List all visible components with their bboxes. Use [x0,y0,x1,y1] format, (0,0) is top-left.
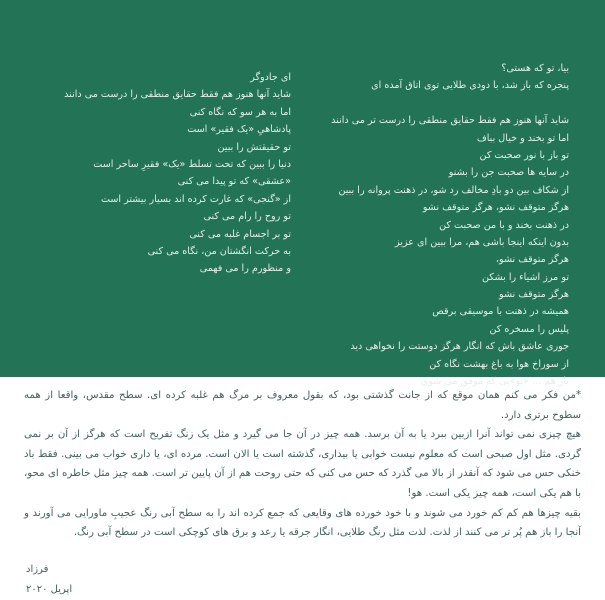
poem-line: پادشاهیِ «یک فقیر» است [187,124,291,136]
poem-line: بدون اینکه اینجا باشی هم، مرا ببین ای عزیز [395,236,569,248]
poem-line: هرگز متوقف نشو، [495,254,569,266]
poem-line: تو روح را رام می کنی [203,211,291,223]
poem-line: و منظورم را می فهمی [199,263,291,275]
poem-line: دنیا را ببین که تحت تسلط «یک» فقیرِ ساحر است [93,158,291,170]
poem-line: در ذهنت بخند و با من صحبت کن [439,219,569,231]
poem-line: از «گنجی» که غارت کرده اند بسیار بیشتر است [100,193,291,205]
poem-line: شاید آنها هنوز هم فقط حقایق منطقی را درست تر می دانند [331,115,569,127]
poem-line: باز هم ... «تو»یی که موفق می شوی [420,376,569,388]
poem-line: بیا، تو که هستی؟ [501,63,569,74]
poem-line: پنجره که باز شد، با دودی طلایی توی اتاق آمده ای [371,80,569,92]
poem-line: تو باز با نور صحبت کن [479,149,569,161]
poem-line: از شکاف بین دو بادِ مخالف رد شو، در ذهنت پروانه را ببین [338,184,569,196]
poem-line: شاید آنها هنوز هم فقط حقایق منطقی را درست می دانند [64,89,291,101]
poem-line: پلیس را مسخره کن [489,323,569,335]
poem-left-column [64,69,291,278]
poem-line: به حرکت انگشتان من، نگاه می کنی [147,245,291,257]
poem-line: تو حقیقتش را ببین [217,141,291,153]
poem-line: ای جادوگر [250,72,291,83]
note-paragraph: بقیه چیزها هم کم کم خورد می شوند و با خود خورده های وقایعی که جمع کرده اند را به سطح آبی رنگ عجیبِ ماورایی می آورند و آنجا را باز هم پُر تر می کنند از لذت. لذت مثل رنگ طلایی، انگار جرقه یا رعد و برق های کوچکی است در سطح آبی رنگ. [24,507,581,539]
poem-line: جوری عاشق باش که انگار هرگز دوستت را نخواهی دید [350,341,569,353]
poem-line: هرگز متوقف نشو [498,289,569,301]
poem-right-column [331,60,569,390]
author-note [24,386,581,543]
author-name: فرزاد [26,564,49,575]
note-paragraph: هیچ چیزی نمی تواند آنرا ازبین ببرد یا به آن برسد. همه چیز در آن جا می گیرد و مثل یک زنگ تفریح است که هرگز از آن بر نمی گردی. مثل اول صبحی است که معلوم نیست خوابی یا بیداری، گذشته است یا الان است. مرده ای، یا داری خواب می بینی. فقط باد خنکی حس می شود که آنقدر از بالا می گذرد که حس می کنی که حتی روحت هم از آن پایین تر است. همه چیز مثل خاطره ای محو، با هم یکی است، همه چیز یکی است. هو! [24,429,581,499]
poem-line: تو مرز اشیاء را بشکن [481,271,569,283]
poem-line: «عشقی» که تو پیدا می کنی [177,176,291,188]
stanza-break [331,95,569,112]
poem-line: اما به هر سو که نگاه کنی [189,106,291,118]
note-paragraph: *من فکر می کنم همان موقع که از جانت گذشتی بود، که بقول معروف بر مرگ هم غلبه کرده ای. سطح مقدس، واقعا از همه سطوح برتری دارد. [24,390,581,421]
date-label: اپریل ۲۰۲۰ [26,584,73,595]
poem-line: همیشه در ذهنت با موسیقی برقص [432,306,569,318]
poem-line: هرگز متوقف نشو، هرگز متوقف نشو [422,202,569,214]
poem-line: تو بر اجسام غلبه می کنی [189,228,291,240]
poem-line: در سایه ها صحبت جن را بشنو [448,167,569,179]
signature-block [26,560,72,600]
poem-line: از سوراخ هوا به باغ بهشت نگاه کن [429,358,569,370]
poem-line: اما تو بخند و خیال بباف [476,132,569,144]
